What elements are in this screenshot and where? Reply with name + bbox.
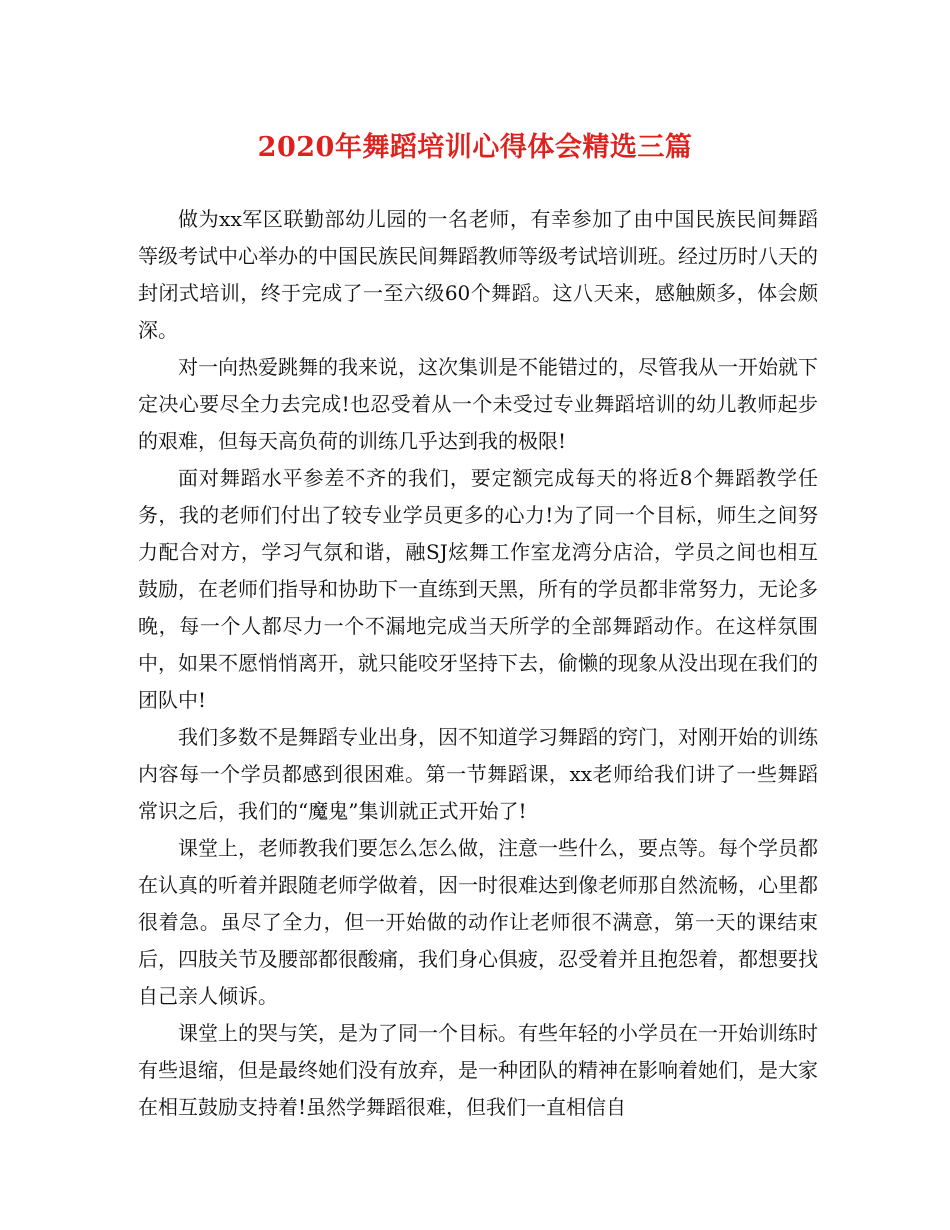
paragraph-1: 做为xx军区联勤部幼儿园的一名老师，有幸参加了由中国民族民间舞蹈等级考试中心举办的中国民族民间舞蹈教师等级考试培训班。经过历时八天的封闭式培训，终于完成了一至六级60个舞蹈。这八天来，感触颇多，体会颇深。 — [138, 207, 818, 342]
paragraph-2: 对一向热爱跳舞的我来说，这次集训是不能错过的，尽管我从一开始就下定决心要尽全力去完成!也忍受着从一个未受过专业舞蹈培训的幼儿教师起步的艰难，但每天高负荷的训练几乎达到我的极限! — [138, 355, 818, 453]
paragraph-4: 我们多数不是舞蹈专业出身，因不知道学习舞蹈的窍门，对刚开始的训练内容每一个学员都感到很困难。第一节舞蹈课，xx老师给我们讲了一些舞蹈常识之后，我们的“魔鬼”集训就正式开始了! — [138, 725, 818, 823]
paragraph-6: 课堂上的哭与笑，是为了同一个目标。有些年轻的小学员在一开始训练时有些退缩，但是最终她们没有放弃，是一种团队的精神在影响着她们，是大家在相互鼓励支持着!虽然学舞蹈很难，但我们一直相信自 — [138, 1021, 818, 1119]
paragraph-5: 课堂上，老师教我们要怎么怎么做，注意一些什么，要点等。每个学员都在认真的听着并跟随老师学做着，因一时很难达到像老师那自然流畅，心里都很着急。虽尽了全力，但一开始做的动作让老师很不满意，第一天的课结束后，四肢关节及腰部都很酸痛，我们身心俱疲，忍受着并且抱怨着，都想要找自己亲人倾诉。 — [138, 836, 818, 1008]
paragraph-3: 面对舞蹈水平参差不齐的我们，要定额完成每天的将近8个舞蹈教学任务，我的老师们付出了较专业学员更多的心力!为了同一个目标，师生之间努力配合对方，学习气氛和谐，融SJ炫舞工作室龙湾分店洽，学员之间也相互鼓励，在老师们指导和协助下一直练到天黑，所有的学员都非常努力，无论多晚，每一个人都尽力一个不漏地完成当天所学的全部舞蹈动作。在这样氛围中，如果不愿悄悄离开，就只能咬牙坚持下去，偷懒的现象从没出现在我们的团队中! — [138, 466, 818, 712]
document-body — [138, 201, 818, 1126]
document-title: 2020年舞蹈培训心得体会精选三篇 — [257, 132, 693, 163]
